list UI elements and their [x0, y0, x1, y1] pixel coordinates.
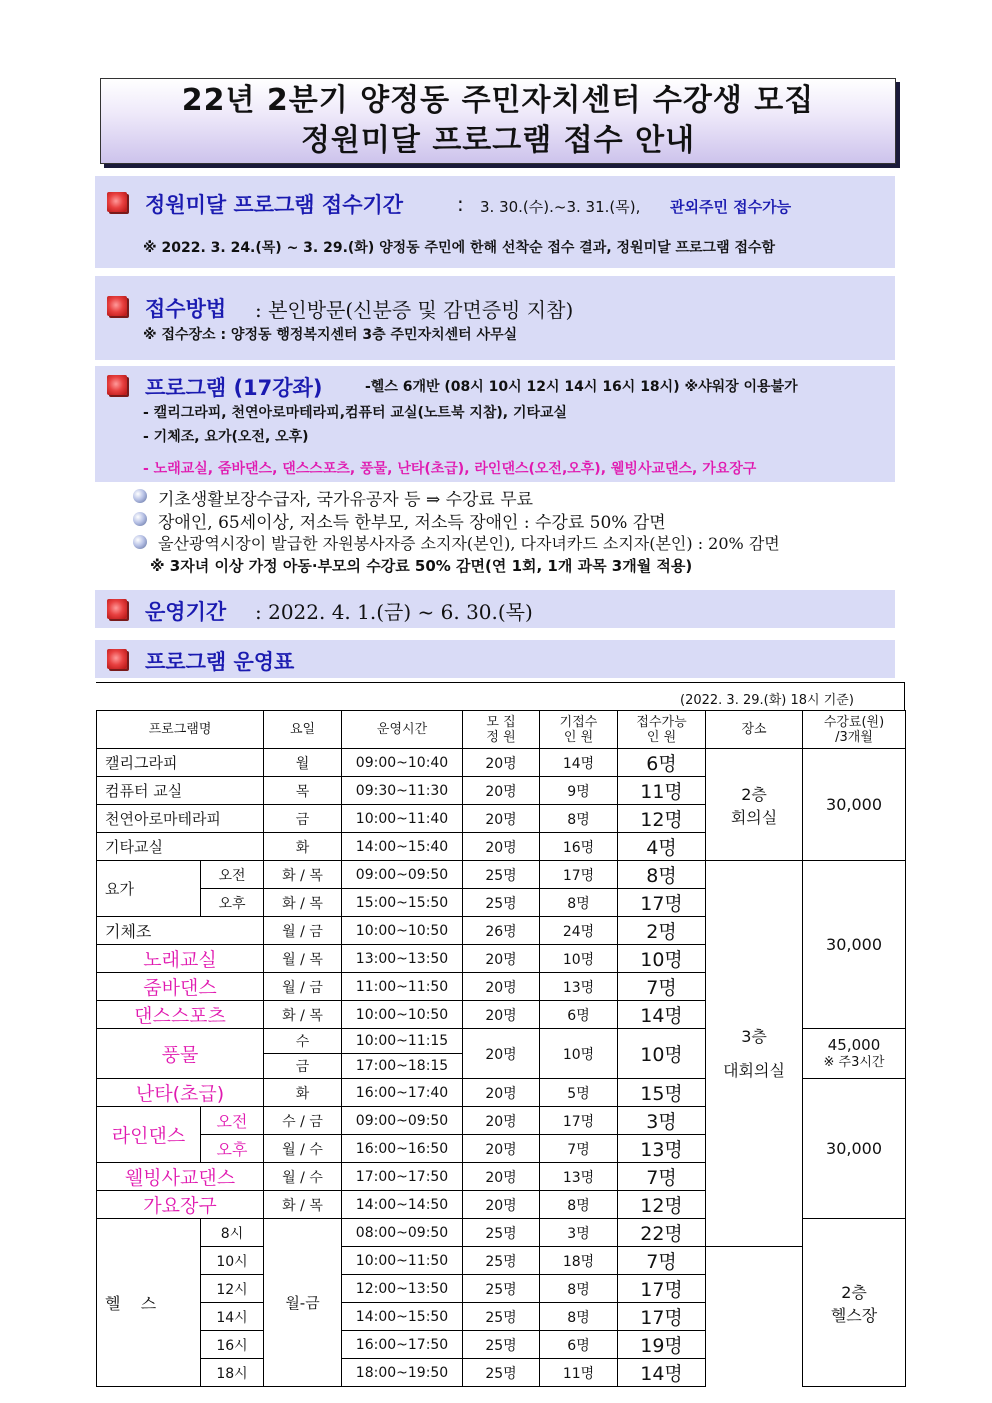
operation-heading: 운영기간 — [145, 600, 227, 624]
session-cell: 12시 — [201, 1275, 264, 1303]
capacity-cell: 20명 — [463, 1001, 540, 1029]
session-cell: 오전 — [201, 1107, 264, 1135]
header-place: 장소 — [706, 711, 803, 749]
day-cell: 화 / 목 — [264, 861, 342, 889]
enrolled-cell: 14명 — [540, 749, 618, 777]
capacity-cell: 20명 — [463, 1191, 540, 1219]
period-dates: 3. 30.(수).~3. 31.(목), — [480, 198, 641, 216]
operation-section — [95, 590, 895, 628]
enrolled-cell: 8명 — [540, 1275, 618, 1303]
time-cell: 10:00~11:15 — [342, 1029, 463, 1054]
program-name: 캘리그라피 — [97, 749, 264, 777]
discount-3: 울산광역시장이 발급한 자원봉사자증 소지자(본인), 다자녀카드 소지자(본인) : 20% 감면 — [158, 534, 780, 553]
enrolled-cell: 24명 — [540, 917, 618, 945]
available-cell: 17명 — [618, 889, 706, 917]
day-cell: 목 — [264, 777, 342, 805]
day-cell: 월 / 금 — [264, 973, 342, 1001]
available-cell: 12명 — [618, 805, 706, 833]
capacity-cell: 20명 — [463, 1079, 540, 1107]
time-cell: 18:00~19:50 — [342, 1359, 463, 1387]
available-cell: 12명 — [618, 1191, 706, 1219]
available-cell: 10명 — [618, 1029, 706, 1079]
fee-note: ※ 주3시간 — [823, 1054, 885, 1070]
capacity-cell: 20명 — [463, 1029, 540, 1079]
available-cell: 3명 — [618, 1107, 706, 1135]
header-time: 운영시간 — [342, 711, 463, 749]
time-cell: 14:00~15:40 — [342, 833, 463, 861]
capacity-cell: 20명 — [463, 777, 540, 805]
capacity-cell: 25명 — [463, 1247, 540, 1275]
time-cell: 09:00~09:50 — [342, 861, 463, 889]
table-row — [97, 1247, 906, 1275]
available-cell: 7명 — [618, 973, 706, 1001]
available-cell: 15명 — [618, 1079, 706, 1107]
day-cell: 화 / 목 — [264, 1001, 342, 1029]
available-cell: 14명 — [618, 1359, 706, 1387]
schedule-basis: (2022. 3. 29.(화) 18시 기준) — [680, 693, 854, 708]
time-cell: 16:00~17:40 — [342, 1079, 463, 1107]
program-name: 웰빙사교댄스 — [97, 1163, 264, 1191]
red-square-bullet-icon — [107, 599, 127, 619]
program-name: 천연아로마테라피 — [97, 805, 264, 833]
place-floor: 3층 — [741, 1026, 767, 1046]
enrolled-cell: 13명 — [540, 973, 618, 1001]
programs-health: -헬스 6개반 (08시 10시 12시 14시 16시 18시) ※샤워장 이용불가 — [365, 379, 798, 395]
time-cell: 14:00~14:50 — [342, 1191, 463, 1219]
time-cell: 13:00~13:50 — [342, 945, 463, 973]
enrolled-cell: 3명 — [540, 1219, 618, 1247]
table-header-row — [97, 711, 906, 749]
title-banner — [100, 78, 896, 164]
header-fee: 수강료(원) /3개월 — [803, 711, 906, 749]
available-cell: 8명 — [618, 861, 706, 889]
circle-bullet-icon — [133, 535, 147, 549]
day-cell: 금 — [264, 805, 342, 833]
header-capacity: 모 집 정 원 — [463, 711, 540, 749]
schedule-section — [95, 640, 895, 678]
programs-line-2: - 기체조, 요가(오전, 오후) — [143, 429, 309, 445]
header-available: 접수가능 인 원 — [618, 711, 706, 749]
capacity-cell: 25명 — [463, 889, 540, 917]
session-cell: 10시 — [201, 1247, 264, 1275]
period-note: ※ 2022. 3. 24.(목) ~ 3. 29.(화) 양정동 주민에 한해 선착순 접수 결과, 정원미달 프로그램 접수함 — [143, 240, 776, 256]
enrolled-cell: 8명 — [540, 889, 618, 917]
program-name: 난타(초급) — [97, 1079, 264, 1107]
time-cell: 10:00~10:50 — [342, 1001, 463, 1029]
period-section — [95, 176, 895, 268]
day-cell: 월 / 수 — [264, 1163, 342, 1191]
programs-line-3: - 노래교실, 줌바댄스, 댄스스포츠, 풍물, 난타(초급), 라인댄스(오전,오후), 웰빙사교댄스, 가요장구 — [143, 461, 757, 477]
capacity-cell: 25명 — [463, 1331, 540, 1359]
time-cell: 10:00~11:50 — [342, 1247, 463, 1275]
program-name: 줌바댄스 — [97, 973, 264, 1001]
red-square-bullet-icon — [107, 296, 127, 316]
title-line-2: 정원미달 프로그램 접수 안내 — [300, 123, 696, 158]
available-cell: 2명 — [618, 917, 706, 945]
day-cell: 월 / 금 — [264, 917, 342, 945]
table-row — [97, 861, 906, 889]
available-cell: 19명 — [618, 1331, 706, 1359]
table-row — [97, 749, 906, 777]
place-room: 대회의실 — [723, 1060, 785, 1080]
enrolled-cell: 16명 — [540, 833, 618, 861]
fee-cell — [803, 1029, 906, 1079]
circle-bullet-icon — [133, 512, 147, 526]
programs-line-1: - 캘리그라피, 천연아로마테라피,컴퓨터 교실(노트북 지참), 기타교실 — [143, 405, 568, 421]
session-cell: 16시 — [201, 1331, 264, 1359]
enrolled-cell: 17명 — [540, 1107, 618, 1135]
header-program: 프로그램명 — [97, 711, 264, 749]
time-cell: 09:30~11:30 — [342, 777, 463, 805]
time-cell: 17:00~17:50 — [342, 1163, 463, 1191]
enrolled-cell: 11명 — [540, 1359, 618, 1387]
capacity-cell: 20명 — [463, 945, 540, 973]
period-heading: 정원미달 프로그램 접수기간 — [145, 193, 404, 217]
capacity-cell: 20명 — [463, 973, 540, 1001]
operation-text: : 2022. 4. 1.(금) ~ 6. 30.(목) — [255, 600, 533, 624]
day-cell: 화 — [264, 1079, 342, 1107]
enrolled-cell: 6명 — [540, 1331, 618, 1359]
place-cell — [706, 861, 803, 1247]
available-cell: 10명 — [618, 945, 706, 973]
table-row — [97, 1359, 906, 1387]
capacity-cell: 20명 — [463, 749, 540, 777]
time-cell: 14:00~15:50 — [342, 1303, 463, 1331]
table-row — [97, 1275, 906, 1303]
circle-bullet-icon — [133, 489, 147, 503]
available-cell: 4명 — [618, 833, 706, 861]
fee-cell: 30,000 — [803, 749, 906, 861]
table-side-line — [904, 682, 905, 710]
day-cell: 금 — [264, 1054, 342, 1079]
program-name: 풍물 — [97, 1029, 264, 1079]
fee-cell: 30,000 — [803, 861, 906, 1029]
day-cell: 수 — [264, 1029, 342, 1054]
capacity-cell: 25명 — [463, 861, 540, 889]
available-cell: 7명 — [618, 1163, 706, 1191]
time-cell: 11:00~11:50 — [342, 973, 463, 1001]
available-cell: 11명 — [618, 777, 706, 805]
period-outside-note: 관외주민 접수가능 — [670, 198, 792, 216]
table-row — [97, 1331, 906, 1359]
day-cell: 화 / 목 — [264, 1191, 342, 1219]
enrolled-cell: 17명 — [540, 861, 618, 889]
enrolled-cell: 9명 — [540, 777, 618, 805]
capacity-cell: 20명 — [463, 1135, 540, 1163]
day-cell: 월 / 수 — [264, 1135, 342, 1163]
program-name: 기체조 — [97, 917, 264, 945]
program-name: 기타교실 — [97, 833, 264, 861]
fee-amount: 45,000 — [827, 1035, 881, 1054]
program-name: 댄스스포츠 — [97, 1001, 264, 1029]
discount-2: 장애인, 65세이상, 저소득 한부모, 저소득 장애인 : 수강료 50% 감면 — [158, 513, 666, 533]
time-cell: 08:00~09:50 — [342, 1219, 463, 1247]
available-cell: 13명 — [618, 1135, 706, 1163]
time-cell: 09:00~09:50 — [342, 1107, 463, 1135]
period-colon: : — [457, 192, 464, 216]
day-cell: 월-금 — [264, 1219, 342, 1387]
available-cell: 17명 — [618, 1303, 706, 1331]
day-cell: 월 — [264, 749, 342, 777]
red-square-bullet-icon — [107, 192, 127, 212]
session-cell: 오전 — [201, 861, 264, 889]
enrolled-cell: 8명 — [540, 1191, 618, 1219]
enrolled-cell: 8명 — [540, 805, 618, 833]
capacity-cell: 20명 — [463, 1107, 540, 1135]
session-cell: 오후 — [201, 1135, 264, 1163]
title-line-1: 22년 2분기 양정동 주민자치센터 수강생 모집 — [181, 83, 815, 118]
session-cell: 오후 — [201, 889, 264, 917]
capacity-cell: 20명 — [463, 833, 540, 861]
time-cell: 10:00~10:50 — [342, 917, 463, 945]
place-cell: 2층 헬스장 — [803, 1219, 906, 1387]
session-cell: 8시 — [201, 1219, 264, 1247]
time-cell: 17:00~18:15 — [342, 1054, 463, 1079]
programs-heading: 프로그램 (17강좌) — [145, 376, 323, 400]
available-cell: 7명 — [618, 1247, 706, 1275]
enrolled-cell: 8명 — [540, 1303, 618, 1331]
program-name: 헬 스 — [97, 1219, 201, 1387]
program-name: 가요장구 — [97, 1191, 264, 1219]
time-cell: 15:00~15:50 — [342, 889, 463, 917]
capacity-cell: 26명 — [463, 917, 540, 945]
time-cell: 16:00~17:50 — [342, 1331, 463, 1359]
program-name: 라인댄스 — [97, 1107, 201, 1163]
method-text: : 본인방문(신분증 및 감면증빙 지참) — [255, 298, 574, 322]
red-square-bullet-icon — [107, 375, 127, 395]
enrolled-cell: 5명 — [540, 1079, 618, 1107]
available-cell: 6명 — [618, 749, 706, 777]
header-enrolled: 기접수 인 원 — [540, 711, 618, 749]
enrolled-cell: 18명 — [540, 1247, 618, 1275]
day-cell: 월 / 목 — [264, 945, 342, 973]
available-cell: 22명 — [618, 1219, 706, 1247]
fee-cell: 30,000 — [803, 1079, 906, 1219]
capacity-cell: 20명 — [463, 805, 540, 833]
enrolled-cell: 7명 — [540, 1135, 618, 1163]
session-cell: 14시 — [201, 1303, 264, 1331]
table-top-line — [96, 682, 905, 683]
day-cell: 화 / 목 — [264, 889, 342, 917]
enrolled-cell: 6명 — [540, 1001, 618, 1029]
schedule-heading: 프로그램 운영표 — [145, 650, 295, 674]
discount-4: ※ 3자녀 이상 가정 아동·부모의 수강료 50% 감면(연 1회, 1개 과목 3개월 적용) — [150, 557, 693, 575]
time-cell: 16:00~16:50 — [342, 1135, 463, 1163]
method-heading: 접수방법 — [145, 297, 227, 321]
table-row — [97, 1303, 906, 1331]
place-cell: 2층 회의실 — [706, 749, 803, 861]
method-place: ※ 접수장소 : 양정동 행정복지센터 3층 주민자치센터 사무실 — [143, 327, 518, 343]
red-square-bullet-icon — [107, 649, 127, 669]
session-cell: 18시 — [201, 1359, 264, 1387]
capacity-cell: 25명 — [463, 1219, 540, 1247]
available-cell: 14명 — [618, 1001, 706, 1029]
time-cell: 09:00~10:40 — [342, 749, 463, 777]
enrolled-cell: 13명 — [540, 1163, 618, 1191]
programs-section — [95, 366, 895, 482]
discount-1: 기초생활보장수급자, 국가유공자 등 ⇒ 수강료 무료 — [158, 490, 534, 510]
enrolled-cell: 10명 — [540, 945, 618, 973]
day-cell: 화 — [264, 833, 342, 861]
capacity-cell: 25명 — [463, 1359, 540, 1387]
capacity-cell: 25명 — [463, 1303, 540, 1331]
available-cell: 17명 — [618, 1275, 706, 1303]
day-cell: 수 / 금 — [264, 1107, 342, 1135]
program-name: 노래교실 — [97, 945, 264, 973]
time-cell: 10:00~11:40 — [342, 805, 463, 833]
header-day: 요일 — [264, 711, 342, 749]
time-cell: 12:00~13:50 — [342, 1275, 463, 1303]
capacity-cell: 25명 — [463, 1275, 540, 1303]
schedule-table — [96, 710, 906, 1387]
method-section — [95, 276, 895, 360]
capacity-cell: 20명 — [463, 1163, 540, 1191]
enrolled-cell: 10명 — [540, 1029, 618, 1079]
program-name: 요가 — [97, 861, 201, 917]
program-name: 컴퓨터 교실 — [97, 777, 264, 805]
